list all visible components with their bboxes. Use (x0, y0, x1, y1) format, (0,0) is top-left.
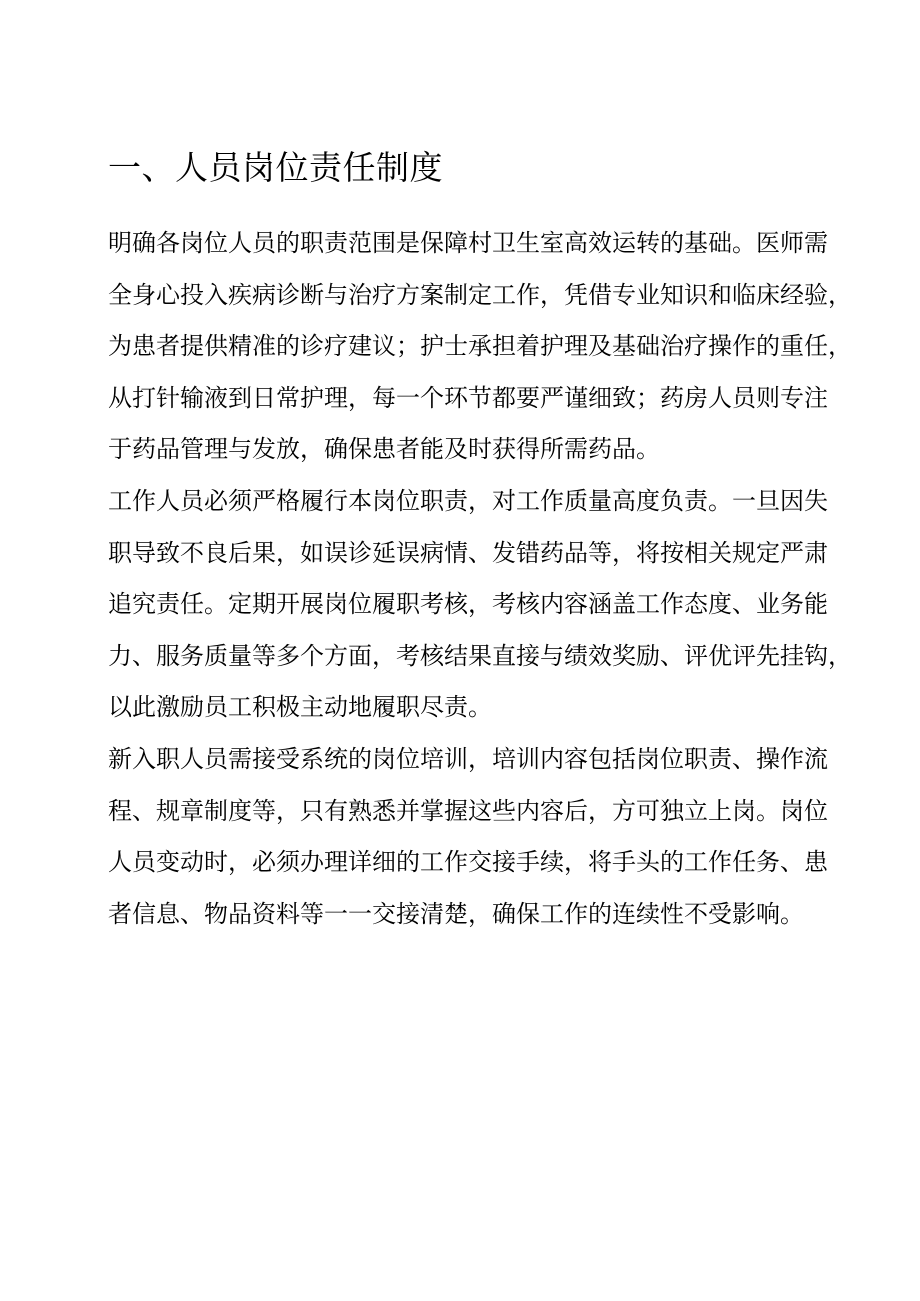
paragraph-line: 程、规章制度等，只有熟悉并掌握这些内容后，方可独立上岗。岗位 (108, 796, 828, 825)
paragraph-3 (108, 734, 828, 940)
paragraph-line: 以此激励员工积极主动地履职尽责。 (108, 693, 492, 722)
paragraph-line: 人员变动时，必须办理详细的工作交接手续，将手头的工作任务、患 (108, 848, 828, 877)
paragraph-line: 为患者提供精准的诊疗建议；护士承担着护理及基础治疗操作的重任， (108, 332, 852, 361)
paragraph-line: 追究责任。定期开展岗位履职考核，考核内容涵盖工作态度、业务能 (108, 590, 828, 619)
paragraph-line: 明确各岗位人员的职责范围是保障村卫生室高效运转的基础。医师需 (108, 229, 828, 257)
paragraph-line: 工作人员必须严格履行本岗位职责，对工作质量高度负责。一旦因失 (108, 487, 828, 515)
paragraph-line: 全身心投入疾病诊断与治疗方案制定工作，凭借专业知识和临床经验， (108, 280, 852, 309)
paragraph-line: 新入职人员需接受系统的岗位培训，培训内容包括岗位职责、操作流 (108, 745, 828, 773)
paragraph-1 (108, 218, 852, 476)
paragraph-line: 职导致不良后果，如误诊延误病情、发错药品等，将按相关规定严肃 (108, 538, 828, 567)
paragraph-line: 从打针输液到日常护理，每一个环节都要严谨细致；药房人员则专注 (108, 383, 828, 412)
paragraph-line: 力、服务质量等多个方面，考核结果直接与绩效奖励、评优评先挂钩， (108, 641, 852, 670)
paragraph-2 (108, 476, 852, 734)
paragraph-line: 者信息、物品资料等一一交接清楚，确保工作的连续性不受影响。 (108, 899, 804, 928)
paragraph-line: 于药品管理与发放，确保患者能及时获得所需药品。 (108, 435, 660, 464)
section-heading: 一、人员岗位责任制度 (108, 148, 443, 187)
